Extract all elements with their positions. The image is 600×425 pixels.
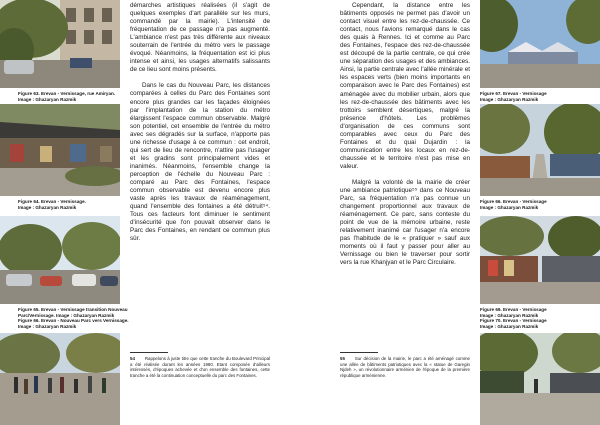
caption-line: Parc/Vernissage. Image : Ghazaryan Razmik bbox=[18, 312, 115, 318]
caption-line: Figure 64. Erevan - Vernissage. bbox=[18, 199, 86, 204]
paragraph: Cependant, la distance entre les bâtiments opposés ne permet pas d'avoir un contact visuel entre les rez-de-chaussée. Ce contact, nous l'avions remarqué dans le cas des quais à Rennes. Ici et comme au Parc des Fontaines, l'espace des rez-de-chaussée est découpé de la partie centrale, ce qui crée une séparation des usages et des ambiances. Ainsi, la partie centrale avec l'allée minérale et les espaces verts (bien moins importants en comparaison avec le Parc des Fontaines) est aménagée avec du mobilier urbain, alors que les rez-de-chaussée des bâtiments avec les trottoirs semblent désertiques, malgré la présence d'hôtels. Les problèmes d'organisation de ces communs sont comparables avec ceux du Parc des Fontaines et du quai Dujardin : la communication entre les locaux en rez-de-chaussée et le territoire n'est pas mise en valeur. bbox=[340, 2, 470, 170]
footnote-rule bbox=[340, 352, 378, 353]
caption-line: Image : Ghazaryan Razmik bbox=[18, 323, 77, 329]
caption-line: Image : Ghazaryan Razmik bbox=[480, 96, 539, 102]
figure-caption-64 bbox=[18, 199, 86, 210]
caption-line: Figure 66. Erevan - Vernissage bbox=[480, 199, 547, 204]
photo-vernissage-amiryan-street bbox=[0, 0, 120, 88]
caption-line: Figure 69. Erevan - Vernissage bbox=[480, 307, 547, 312]
photo-vernissage-tents bbox=[480, 0, 600, 88]
caption-line: Figure 67. Erevan - Vernissage bbox=[480, 91, 547, 96]
figure-caption-67 bbox=[480, 91, 547, 102]
photo-transition-new-park-vernissage bbox=[0, 216, 120, 304]
caption-line: Image : Ghazaryan Razmik bbox=[480, 312, 539, 318]
figure-caption-65 bbox=[18, 307, 129, 329]
figure-caption-69-70 bbox=[480, 307, 547, 329]
footnote-rule bbox=[130, 352, 168, 353]
photo-new-park-to-vernissage bbox=[0, 333, 120, 425]
footnote-number: 55 bbox=[340, 356, 345, 361]
caption-line: Figure 66. Erevan - Nouveau Parc vers Vernissage. bbox=[18, 318, 129, 324]
text-column-left bbox=[130, 2, 270, 243]
footnote-text: Sur décision de la mairie, le parc a été aménagé comme une allée de bâtiments patriotiques avec la « statue de Garegin Njdeh », un révolutionnaire arménien de l'époque de la première république arménienne. bbox=[340, 356, 470, 378]
caption-line: Image : Ghazaryan Razmik bbox=[480, 323, 539, 329]
text-column-right bbox=[340, 2, 470, 268]
caption-line: Figure 63. Erevan - Vernissage, rue Amiryan. bbox=[18, 91, 116, 96]
figure-caption-66b bbox=[480, 199, 547, 210]
caption-line: Image : Ghazaryan Razmik bbox=[18, 204, 77, 210]
footnote-54 bbox=[130, 356, 270, 378]
paragraph: démarches artistiques réalisées (il s'agit de quelques exemples d'art parallèle sur les murs, commandé par la mairie). L'intensité de fréquentation de ce passage n'a pas augmenté. L'ambiance n'est pas très différente aux niveaux souterrain de l'entrée du métro vers le passage évoqué. Néanmoins, la fréquentation est ici plus intense et ainsi, les usages alternatifs salissants de ce lieu sont moins présents. bbox=[130, 2, 270, 74]
figure-caption-63 bbox=[18, 91, 115, 102]
footnote-55 bbox=[340, 356, 470, 378]
photo-vernissage-covered-stalls bbox=[0, 104, 120, 196]
paragraph: Dans le cas du Nouveau Parc, les distances comparées à celles du Parc des Fontaines sont encore plus grandes car les façades éloignées par l'implantation de la station du métro élargissent l'espace commun observable. Malgré son potentiel, cet ensemble de l'entrée du métro avec ses dégradés sur la surface, n'apporte pas une richesse d'usage à ce commun : cet endroit, qui sert de lieu de rencontre, n'attire pas l'usager et les gradins sont principalement vides et inanimés. Néanmoins, l'ensemble change la perception de l'échelle du Nouveau Parc : comparé au Parc des Fontaines, l'espace commun observable est devenu encore plus vaste après les travaux de réaménagement, quand l'ensemble des fontaines a été détruit⁵⁴. Tous ces facteurs font diminuer le sentiment d'insécurité que l'on pouvait observer dans le Parc des Fontaines, en rendant ce commun plus sûr. bbox=[130, 82, 270, 243]
caption-line: Image : Ghazaryan Razmik bbox=[480, 204, 539, 210]
footnote-number: 54 bbox=[130, 356, 135, 361]
caption-line: Figure 70. Erevan - Vernissage bbox=[480, 318, 547, 324]
photo-vernissage-stalls-street bbox=[480, 216, 600, 304]
paragraph: Malgré la volonté de la mairie de créer une ambiance patriotique⁵⁵ dans ce Nouveau Parc, sa fréquentation n'a pas connue un changement proportionnel aux travaux de réaménagement. Ce parc, sans conteste du point de vue de la mémoire urbaine, reste relativement inanimé car l'usager n'a encore pas l'habitude de le « pratiquer » sauf aux moments où il faut y passer pour aller au Vernissage ou bien le traverser pour sortir vers la rue Khanjyan et le Parc Circulaire. bbox=[340, 178, 470, 267]
footnote-text: Rappelons à juste titre que cette tranche du Boulevard Principal a été réalisée durant les années 1980. Etant composée d'ailleurs intéressés, d'époques achevée et d'un ensemble des fontaines, cette tranche a été la continuation conceptuelle du parc des Fontaines. bbox=[130, 356, 270, 378]
caption-line: Image : Ghazaryan Razmik bbox=[18, 96, 77, 102]
caption-line: Figure 65. Erevan - Vernissage transition Nouveau bbox=[18, 307, 128, 312]
photo-vernissage-alley bbox=[480, 104, 600, 196]
photo-vernissage-pavement bbox=[480, 333, 600, 425]
